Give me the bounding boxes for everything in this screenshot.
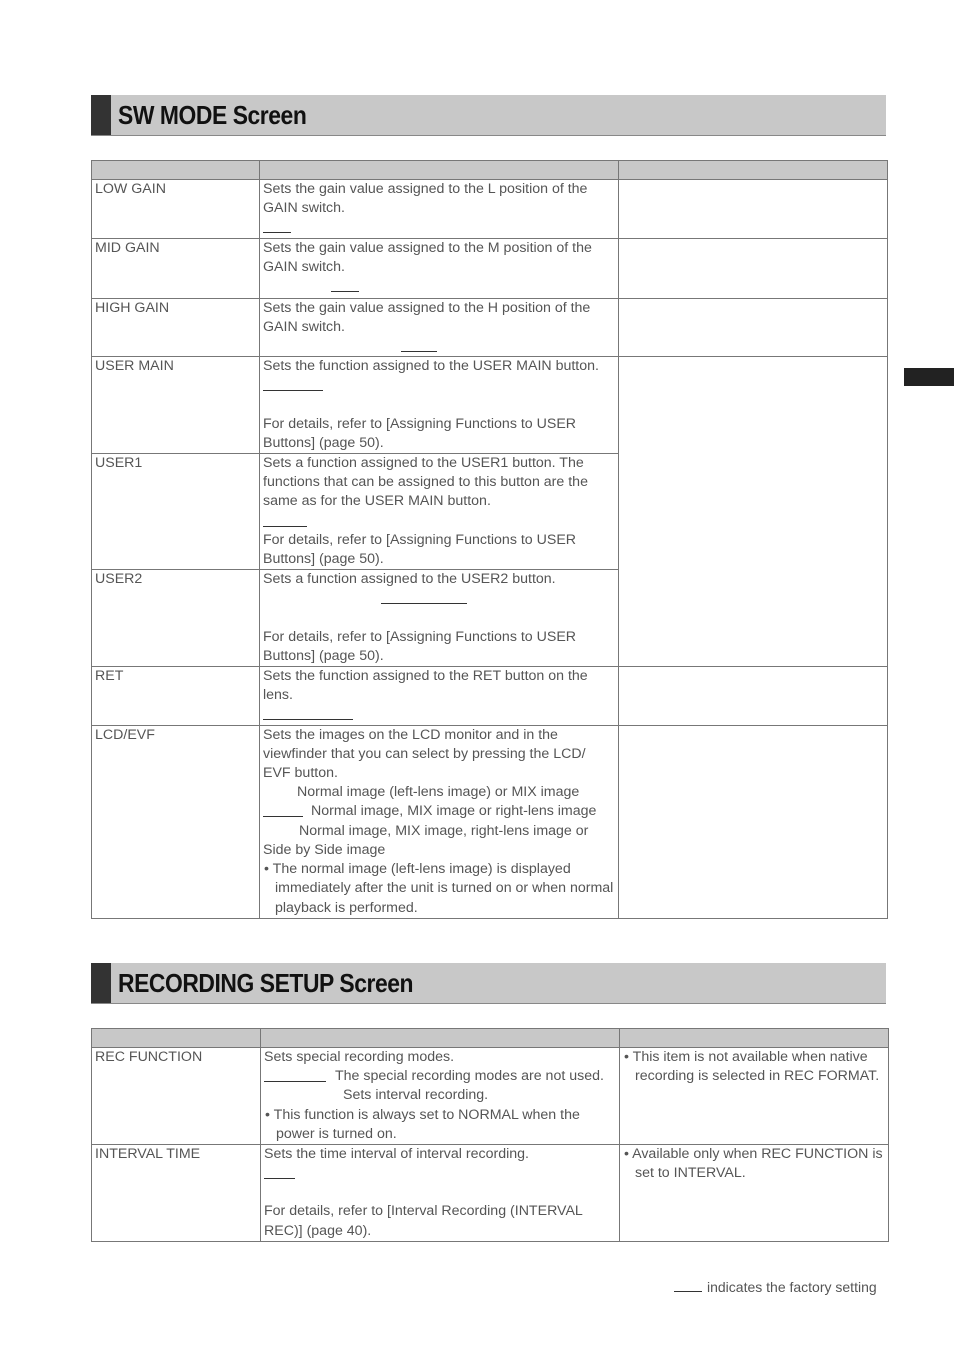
sw-mode-header (91, 95, 886, 136)
table-header-row (92, 161, 888, 180)
remark-cell (619, 298, 888, 357)
header-bar (91, 95, 111, 135)
item-cell: LOW GAIN (92, 180, 260, 239)
desc-cell: Sets special recording modes. The special recording modes are not used. Sets interval recording. • This function is always set to NORMAL when the power is turned on. (261, 1048, 620, 1145)
remark-cell (619, 180, 888, 239)
remark-cell (619, 667, 888, 726)
item-cell: USER1 (92, 454, 260, 570)
desc-cell: Sets a function assigned to the USER2 button. For details, refer to [Assigning Functions to USER Buttons] (page 50). (260, 570, 619, 667)
table-row (92, 298, 888, 357)
desc-cell: Sets the function assigned to the USER MAIN button. For details, refer to [Assigning Functions to USER Buttons] (page 50). (260, 357, 619, 454)
table-row (92, 667, 888, 726)
recording-setup-table (91, 1028, 889, 1242)
item-cell: USER MAIN (92, 357, 260, 454)
table-row (92, 357, 888, 454)
item-cell: HIGH GAIN (92, 298, 260, 357)
remark-cell: • This item is not available when native recording is selected in REC FORMAT. (620, 1048, 889, 1145)
item-cell: RET (92, 667, 260, 726)
remark-cell (619, 725, 888, 918)
desc-cell: Sets the time interval of interval recording. For details, refer to [Interval Recording (INTERVAL REC)] (page 40). (261, 1145, 620, 1242)
side-tab (904, 368, 954, 386)
recording-setup-header (91, 963, 886, 1004)
remark-cell (619, 357, 888, 667)
item-cell: REC FUNCTION (92, 1048, 261, 1145)
remark-cell: • Available only when REC FUNCTION is set to INTERVAL. (620, 1145, 889, 1242)
desc-cell: Sets the gain value assigned to the H position of the GAIN switch. (260, 298, 619, 357)
table-header-row (92, 1029, 889, 1048)
table-row (92, 238, 888, 298)
sw-mode-table (91, 160, 888, 919)
item-cell: USER2 (92, 570, 260, 667)
recording-setup-title: RECORDING SETUP Screen (118, 968, 414, 998)
desc-cell: Sets a function assigned to the USER1 button. The functions that can be assigned to this button are the same as for the USER MAIN button. For details, refer to [Assigning Functions to USER Buttons] (page 50). (260, 454, 619, 570)
desc-cell: Sets the images on the LCD monitor and in the viewfinder that you can select by pressing the LCD/ EVF button. Normal image (left-lens image) or MIX image Normal image, MIX image or right-lens image Normal image, MIX image, right-lens image or Side by Side image • The normal image (left-lens image) is displayed immediately after the unit is turned on or when normal playback is performed. (260, 725, 619, 918)
desc-cell: Sets the gain value assigned to the M position of the GAIN switch. (260, 238, 619, 298)
table-row (92, 180, 888, 239)
header-bar (91, 963, 111, 1003)
remark-cell (619, 238, 888, 298)
table-row (92, 725, 888, 918)
underline-sample (674, 1279, 702, 1292)
item-cell: MID GAIN (92, 238, 260, 298)
table-row (92, 1145, 889, 1242)
sw-mode-title: SW MODE Screen (118, 100, 307, 130)
table-row (92, 1048, 889, 1145)
desc-cell: Sets the gain value assigned to the L position of the GAIN switch. (260, 180, 619, 239)
desc-cell: Sets the function assigned to the RET button on the lens. (260, 667, 619, 726)
item-cell: INTERVAL TIME (92, 1145, 261, 1242)
factory-setting-footnote: indicates the factory setting (674, 1279, 877, 1295)
item-cell: LCD/EVF (92, 725, 260, 918)
